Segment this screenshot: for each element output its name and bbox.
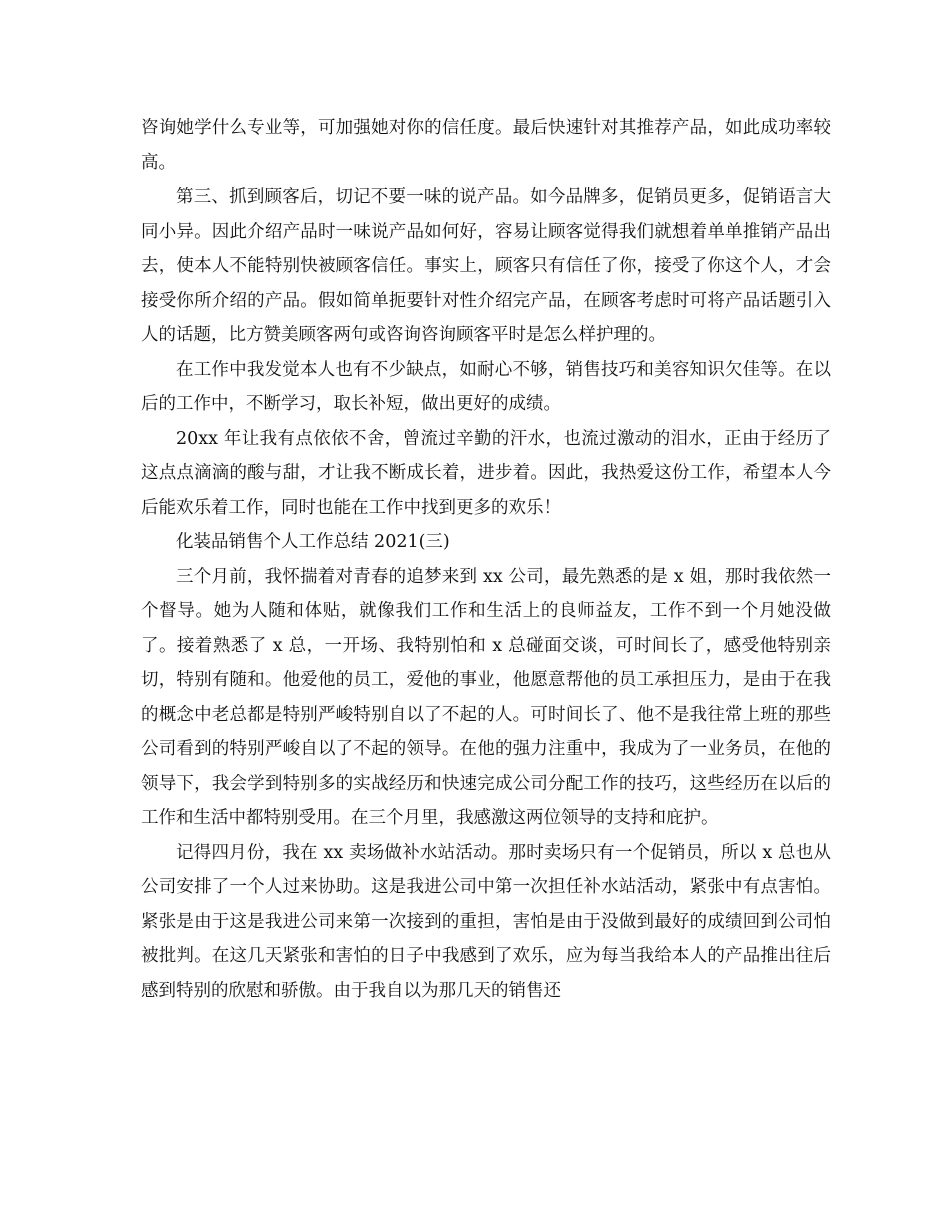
paragraph-continuation: 咨询她学什么专业等，可加强她对你的信任度。最后快速针对其推荐产品，如此成功率较高。 <box>141 118 831 173</box>
document-page <box>141 111 831 1008</box>
paragraph-third-point: 第三、抓到顾客后，切记不要一味的说产品。如今品牌多，促销员更多，促销语言大同小异。因此介绍产品时一味说产品如何好，容易让顾客觉得我们就想着单单推销产品出去，使本人不能特别快被顾客信任。事实上，顾客只有信任了你，接受了你这个人，才会接受你所介绍的产品。假如简单扼要针对性介绍完产品，在顾客考虑时可将产品话题引入人的话题，比方赞美顾客两句或咨询咨询顾客平时是怎么样护理的。 <box>141 187 831 345</box>
paragraph-april-activity: 记得四月份，我在 xx 卖场做补水站活动。那时卖场只有一个促销员，所以 x 总也从公司安排了一个人过来协助。这是我进公司中第一次担任补水站活动，紧张中有点害怕。紧张是由于这是我进公司来第一次接到的重担，害怕是由于没做到最好的成绩回到公司怕被批判。在这几天紧张和害怕的日子中我感到了欢乐，应为每当我给本人的产品推出往后感到特别的欣慰和骄傲。由于我自以为那几天的销售还 <box>141 842 831 1001</box>
paragraph-three-months-ago: 三个月前，我怀揣着对青春的追梦来到 xx 公司，最先熟悉的是 x 姐，那时我依然一个督导。她为人随和体贴，就像我们工作和生活上的良师益友，工作不到一个月她没做了。接着熟悉了 x 总，一开场、我特别怕和 x 总碰面交谈，可时间长了，感受他特别亲切，特别有随和。他爱他的员工，爱他的事业，他愿意帮他的员工承担压力，是由于在我的概念中老总都是特别严峻特别自以了不起的人。可时间长了、他不是我往常上班的那些公司看到的特别严峻自以了不起的领导。在他的强力注重中，我成为了一业务员，在他的领导下，我会学到特别多的实战经历和快速完成公司分配工作的技巧，这些经历在以后的工作和生活中都特别受用。在三个月里，我感激这两位领导的支持和庇护。 <box>141 566 831 828</box>
paragraph-shortcomings: 在工作中我发觉本人也有不少缺点，如耐心不够，销售技巧和美容知识欠佳等。在以后的工作中，不断学习，取长补短，做出更好的成绩。 <box>141 359 831 414</box>
paragraph-year-reflection: 20xx 年让我有点依依不舍，曾流过辛勤的汗水，也流过激动的泪水，正由于经历了这点点滴滴的酸与甜，才让我不断成长着，进步着。因此，我热爱这份工作，希望本人今后能欢乐着工作，同时也能在工作中找到更多的欢乐！ <box>141 428 831 518</box>
section-heading: 化装品销售个人工作总结 2021(三) <box>176 532 450 552</box>
